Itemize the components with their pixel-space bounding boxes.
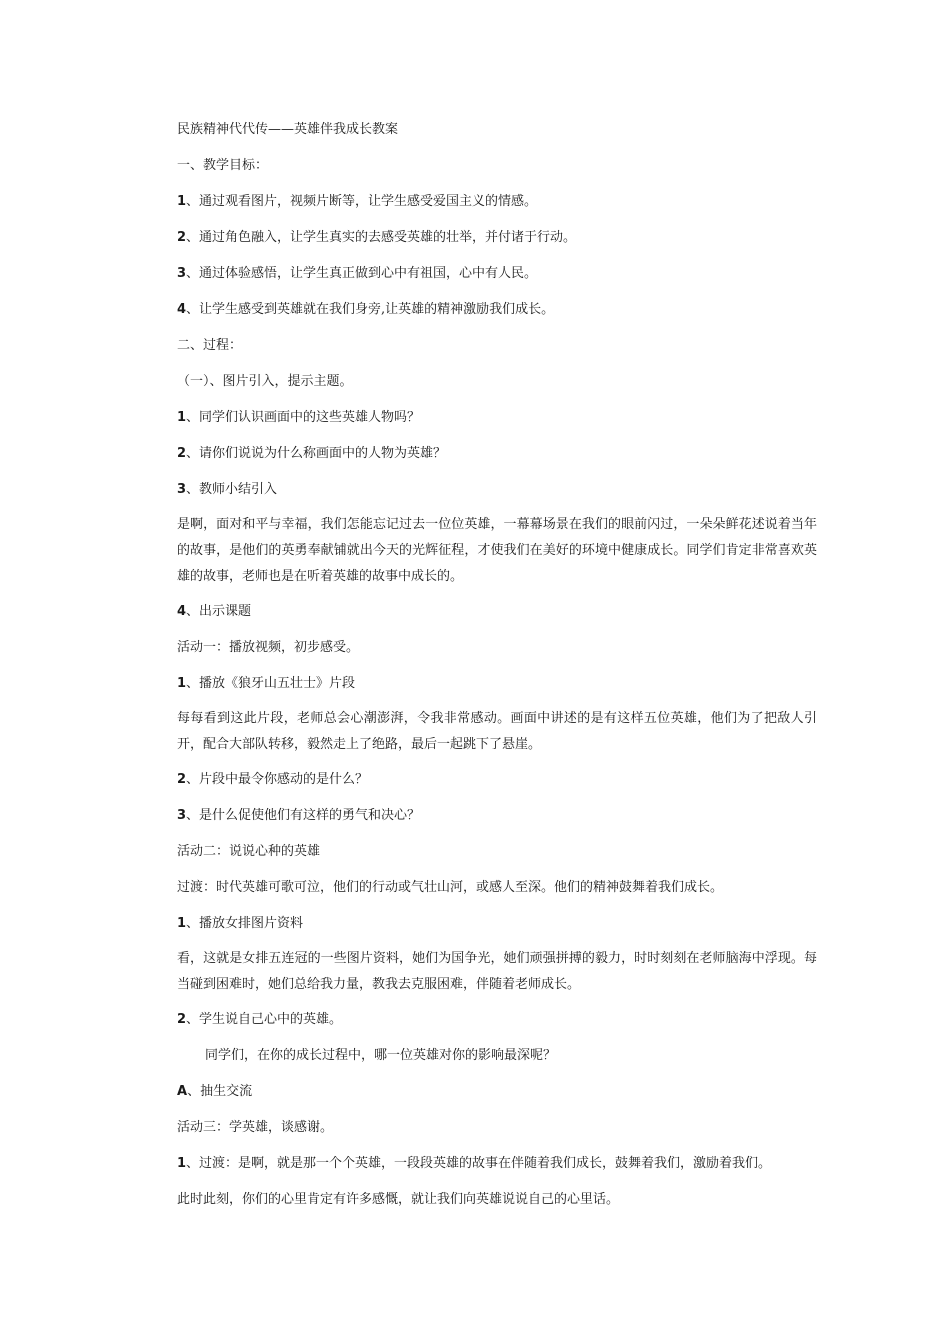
activity1-paragraph: 每每看到这此片段，老师总会心潮澎湃，令我非常感动。画面中讲述的是有这样五位英雄，他们为了把敌人引开，配合大部队转移，毅然走上了绝路，最后一起跳下了悬崖。: [177, 711, 817, 752]
section-heading-goals: 一、教学目标：: [177, 158, 269, 173]
item-text: 、请你们说说为什么称画面中的人物为英雄？: [186, 446, 447, 461]
item-number: 2: [177, 772, 187, 787]
part1-item-1: [177, 408, 817, 428]
item-number: 1: [177, 410, 187, 425]
part1-paragraph: 是啊，面对和平与幸福，我们怎能忘记过去一位位英雄，一幕幕场景在我们的眼前闪过，一朵朵鲜花述说着当年的故事，是他们的英勇奉献铺就出今天的光辉征程，才使我们在美好的环境中健康成长。同学们肯定非常喜欢英雄的故事，老师也是在听着英雄的故事中成长的。: [177, 517, 817, 584]
item-number: 3: [177, 808, 187, 823]
item-number: 1: [177, 916, 187, 931]
item-text: 、教师小结引入: [186, 482, 278, 497]
goal-item-1: [177, 192, 817, 212]
goal-item-4: [177, 300, 817, 320]
part1-item-4: [177, 602, 817, 622]
goal-text: 、通过观看图片，视频片断等，让学生感受爱国主义的情感。: [186, 194, 538, 209]
activity1-item-1: [177, 674, 817, 694]
activity2-item-1: [177, 914, 817, 934]
document-title: 民族精神代代传——英雄伴我成长教案: [177, 122, 399, 137]
part1-item-3: [177, 480, 817, 500]
activity3-heading: 活动三：学英雄，谈感谢。: [177, 1120, 334, 1135]
item-number: 1: [177, 676, 187, 691]
goal-number: 2: [177, 230, 187, 245]
item-number: 3: [177, 482, 187, 497]
item-number: 4: [177, 604, 187, 619]
item-number: 2: [177, 1012, 187, 1027]
item-letter: A: [177, 1084, 188, 1099]
item-text: 、播放女排图片资料: [186, 916, 304, 931]
activity2-paragraph: 看，这就是女排五连冠的一些图片资料，她们为国争光，她们顽强拼搏的毅力，时时刻刻在老师脑海中浮现。每当碰到困难时，她们总给我力量，教我去克服困难，伴随着老师成长。: [177, 951, 817, 992]
goal-number: 4: [177, 302, 187, 317]
activity2-item-a: [177, 1082, 817, 1102]
activity1-item-2: [177, 770, 817, 790]
item-number: 2: [177, 446, 187, 461]
goal-item-2: [177, 228, 817, 248]
item-text: 、播放《狼牙山五壮士》片段: [186, 676, 356, 691]
goal-item-3: [177, 264, 817, 284]
goal-text: 、让学生感受到英雄就在我们身旁,让英雄的精神激励我们成长。: [186, 302, 555, 317]
goal-number: 3: [177, 266, 187, 281]
item-text: 、是什么促使他们有这样的勇气和决心？: [186, 808, 421, 823]
activity3-closing-line: 此时此刻，你们的心里肯定有许多感慨，就让我们向英雄说说自己的心里话。: [177, 1192, 620, 1207]
activity2-heading: 活动二：说说心种的英雄: [177, 844, 321, 859]
item-text: 、抽生交流: [187, 1084, 253, 1099]
activity2-transition: 过渡：时代英雄可歌可泣，他们的行动或气壮山河，或感人至深。他们的精神鼓舞着我们成长。: [177, 880, 724, 895]
activity1-item-3: [177, 806, 817, 826]
item-text: 、过渡：是啊，就是那一个个英雄，一段段英雄的故事在伴随着我们成长，鼓舞着我们，激励着我们。: [186, 1156, 772, 1171]
goal-text: 、通过角色融入，让学生真实的去感受英雄的壮举，并付诸于行动。: [186, 230, 577, 245]
goal-text: 、通过体验感悟，让学生真正做到心中有祖国，心中有人民。: [186, 266, 538, 281]
item-text: 、学生说自己心中的英雄。: [186, 1012, 343, 1027]
activity2-item-2: [177, 1010, 817, 1030]
document-body: [177, 120, 817, 1210]
item-text: 、片段中最令你感动的是什么？: [186, 772, 369, 787]
activity2-question: 同学们，在你的成长过程中，哪一位英雄对你的影响最深呢？: [205, 1048, 557, 1063]
activity3-item-1: [177, 1154, 817, 1174]
item-text: 、同学们认识画面中的这些英雄人物吗？: [186, 410, 421, 425]
section-heading-process: 二、过程：: [177, 338, 243, 353]
part1-item-2: [177, 444, 817, 464]
item-text: 、出示课题: [186, 604, 252, 619]
part1-heading: （一）、图片引入，提示主题。: [177, 374, 353, 389]
activity1-heading: 活动一：播放视频，初步感受。: [177, 640, 360, 655]
goal-number: 1: [177, 194, 187, 209]
item-number: 1: [177, 1156, 187, 1171]
